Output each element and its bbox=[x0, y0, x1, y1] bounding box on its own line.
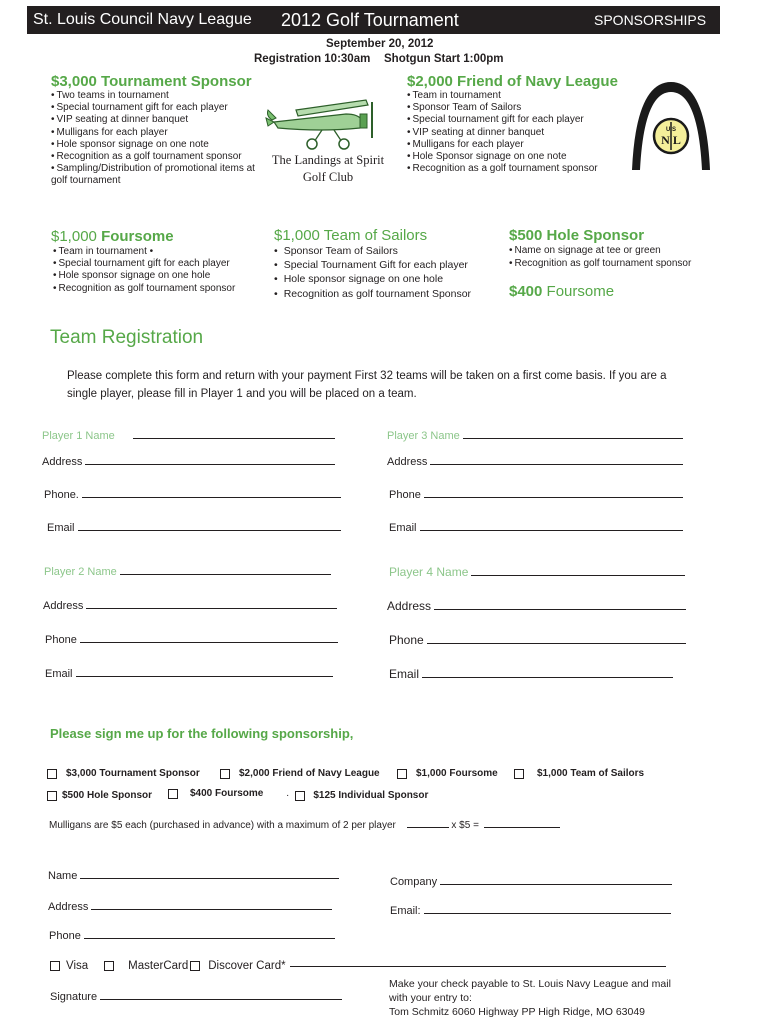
team-registration-title: Team Registration bbox=[50, 327, 204, 348]
benefit-item: • Hole Sponsor signage on one note bbox=[407, 151, 598, 163]
pkg-friend-benefits bbox=[407, 90, 598, 175]
benefit-item: • Special tournament gift for each player bbox=[51, 102, 261, 114]
pkg-hole-title: $500 Hole Sponsor bbox=[509, 227, 645, 244]
benefit-item: • Recognition as a golf tournament sponsor bbox=[407, 163, 598, 175]
player2-address-field[interactable] bbox=[43, 600, 337, 612]
benefit-item: • VIP seating at dinner banquet bbox=[407, 127, 598, 139]
logo-letters: N L bbox=[661, 133, 681, 147]
player3-address-field[interactable] bbox=[387, 456, 683, 468]
pkg-foursome400-amount: $400 bbox=[509, 283, 543, 300]
option-friend-navy-league[interactable] bbox=[220, 768, 380, 779]
option-label: $400 Foursome bbox=[190, 788, 264, 799]
checkbox[interactable] bbox=[514, 769, 524, 779]
player3-name-label: Player 3 Name bbox=[387, 430, 460, 442]
pkg-friend-title: $2,000 Friend of Navy League bbox=[407, 73, 618, 90]
player3-email-field[interactable] bbox=[389, 522, 683, 534]
card-number-blank[interactable] bbox=[290, 965, 666, 967]
mail-line-2: with your entry to: bbox=[389, 992, 472, 1004]
benefit-item: • VIP seating at dinner banquet bbox=[51, 114, 261, 126]
contact-email-field[interactable] bbox=[390, 905, 671, 917]
pkg-foursome-name: Foursome bbox=[101, 228, 174, 245]
mail-line-1: Make your check payable to St. Louis Navy League and mail bbox=[389, 978, 671, 990]
option-foursome-400[interactable] bbox=[168, 788, 263, 799]
mastercard-label: MasterCard bbox=[128, 960, 189, 972]
option-label: $2,000 Friend of Navy League bbox=[239, 768, 380, 779]
benefit-item: • Sponsor Team of Sailors bbox=[407, 102, 598, 114]
contact-name-label: Name bbox=[48, 870, 78, 882]
signature-label: Signature bbox=[50, 991, 98, 1003]
player1-name-label: Player 1 Name bbox=[42, 430, 115, 442]
contact-company-field[interactable] bbox=[390, 876, 672, 888]
org-name: St. Louis Council Navy League bbox=[33, 11, 252, 28]
signature-field[interactable] bbox=[50, 991, 342, 1003]
player2-phone-field[interactable] bbox=[45, 634, 338, 646]
player1-phone-label: Phone. bbox=[44, 489, 79, 501]
benefit-item: • Team in tournament bbox=[407, 90, 598, 102]
benefit-item: • Mulligans for each player bbox=[407, 139, 598, 151]
airplane-illustration bbox=[262, 92, 384, 152]
benefit-item: • Sponsor Team of Sailors bbox=[274, 244, 471, 258]
benefit-item: • Mulligans for each player bbox=[51, 127, 261, 139]
contact-address-label: Address bbox=[48, 901, 89, 913]
mailing-instructions bbox=[389, 977, 671, 1019]
venue-line-1: The Landings at Spirit bbox=[271, 153, 385, 167]
player4-address-label: Address bbox=[387, 599, 432, 613]
sponsorships-label: SPONSORSHIPS bbox=[594, 12, 707, 28]
pkg-foursome400-title bbox=[509, 283, 614, 300]
player3-email-label: Email bbox=[389, 522, 417, 534]
option-label: $500 Hole Sponsor bbox=[62, 790, 153, 801]
benefit-item: • Recognition as golf tournament Sponsor bbox=[274, 287, 471, 301]
contact-name-field[interactable] bbox=[48, 870, 339, 882]
player4-name-label: Player 4 Name bbox=[389, 565, 469, 579]
benefit-item: • Recognition as a golf tournament sponsor bbox=[51, 151, 261, 163]
player4-address-field[interactable] bbox=[387, 599, 686, 613]
player2-phone-label: Phone bbox=[45, 634, 77, 646]
benefit-item: • Team in tournament • bbox=[53, 246, 235, 258]
contact-phone-field[interactable] bbox=[49, 930, 335, 942]
bullet-mark: · bbox=[286, 790, 290, 801]
pkg-foursome-benefits bbox=[53, 246, 235, 295]
checkbox[interactable] bbox=[295, 791, 305, 801]
option-label: $3,000 Tournament Sponsor bbox=[66, 768, 200, 779]
mulligans-row bbox=[49, 820, 560, 831]
tournament-title: 2012 Golf Tournament bbox=[281, 10, 459, 30]
player1-phone-field[interactable] bbox=[44, 489, 341, 501]
contact-email-label: Email: bbox=[390, 905, 421, 917]
benefit-item: • Name on signage at tee or green bbox=[509, 244, 691, 257]
checkbox[interactable] bbox=[220, 769, 230, 779]
option-label: $1,000 Foursome bbox=[416, 768, 498, 779]
visa-label: Visa bbox=[66, 960, 89, 972]
pkg-hole-benefits bbox=[509, 244, 691, 270]
player4-phone-field[interactable] bbox=[389, 633, 686, 647]
benefit-item: • Hole sponsor signage on one hole bbox=[53, 270, 235, 282]
benefit-item: • Hole sponsor signage on one note bbox=[51, 139, 261, 151]
mulligans-text: Mulligans are $5 each (purchased in advance) with a maximum of 2 per player bbox=[49, 820, 396, 831]
pkg-foursome-title bbox=[51, 228, 174, 245]
checkbox[interactable] bbox=[168, 789, 178, 799]
mulligans-qty-blank[interactable] bbox=[407, 826, 449, 828]
mulligans-times: x $5 = bbox=[451, 820, 479, 831]
pkg-sailors-title: $1,000 Team of Sailors bbox=[274, 227, 428, 244]
visa-checkbox[interactable] bbox=[50, 961, 60, 971]
benefit-item: • Two teams in tournament bbox=[51, 90, 261, 102]
venue-name bbox=[266, 152, 390, 186]
player2-name-field[interactable] bbox=[44, 566, 331, 578]
pkg-foursome400-name: Foursome bbox=[546, 283, 615, 300]
player4-email-label: Email bbox=[389, 667, 420, 681]
benefit-item: • Recognition as golf tournament sponsor bbox=[53, 283, 235, 295]
pkg-foursome-amount: $1,000 bbox=[51, 228, 97, 245]
player1-address-field[interactable] bbox=[42, 456, 335, 468]
option-tournament-sponsor[interactable] bbox=[47, 768, 200, 779]
player1-name-field[interactable] bbox=[42, 430, 335, 442]
option-label: $1,000 Team of Sailors bbox=[537, 768, 645, 779]
benefit-item: • Special Tournament Gift for each player bbox=[274, 258, 471, 272]
discover-checkbox[interactable] bbox=[190, 961, 200, 971]
player4-email-field[interactable] bbox=[389, 667, 673, 681]
player1-email-label: Email bbox=[47, 522, 75, 534]
player3-address-label: Address bbox=[387, 456, 428, 468]
player4-name-field[interactable] bbox=[389, 565, 685, 579]
benefit-item: • Sampling/Distribution of promotional items at golf tournament bbox=[51, 163, 261, 187]
navy-league-logo bbox=[626, 78, 716, 172]
checkbox[interactable] bbox=[47, 791, 57, 801]
venue-line-2: Golf Club bbox=[302, 170, 354, 184]
contact-company-label: Company bbox=[390, 876, 438, 888]
discover-label: Discover Card* bbox=[208, 960, 286, 972]
player3-name-field[interactable] bbox=[387, 430, 683, 442]
pkg-tournament-benefits bbox=[51, 90, 261, 188]
player1-address-label: Address bbox=[42, 456, 83, 468]
player2-email-field[interactable] bbox=[45, 668, 333, 680]
contact-address-field[interactable] bbox=[48, 901, 332, 913]
mail-line-3: Tom Schmitz 6060 Highway PP High Ridge, MO 63049 bbox=[389, 1006, 646, 1018]
player2-name-label: Player 2 Name bbox=[44, 566, 117, 578]
contact-phone-label: Phone bbox=[49, 930, 81, 942]
event-date: September 20, 2012 bbox=[326, 38, 434, 50]
option-label: $125 Individual Sponsor bbox=[313, 790, 429, 801]
benefit-item: • Hole sponsor signage on one hole bbox=[274, 272, 471, 286]
registration-intro: Please complete this form and return with your payment First 32 teams will be taken on a first come basis. If you are a single player, please fill in Player 1 and you will be placed on a team. bbox=[67, 370, 667, 400]
signup-title: Please sign me up for the following sponsorship, bbox=[50, 726, 354, 741]
option-team-of-sailors[interactable] bbox=[514, 768, 644, 779]
registration-time: Registration 10:30am bbox=[254, 53, 371, 65]
mastercard-checkbox[interactable] bbox=[104, 961, 114, 971]
option-individual-sponsor[interactable] bbox=[286, 790, 428, 801]
checkbox[interactable] bbox=[397, 769, 407, 779]
option-foursome[interactable] bbox=[397, 768, 498, 779]
benefit-item: • Special tournament gift for each player bbox=[407, 114, 598, 126]
player4-phone-label: Phone bbox=[389, 633, 424, 647]
player2-address-label: Address bbox=[43, 600, 84, 612]
pkg-sailors-benefits bbox=[274, 244, 471, 301]
player1-email-field[interactable] bbox=[47, 522, 341, 534]
payment-row bbox=[50, 960, 666, 972]
shotgun-start: Shotgun Start 1:00pm bbox=[384, 53, 504, 65]
player3-phone-field[interactable] bbox=[389, 489, 683, 501]
option-hole-sponsor[interactable] bbox=[47, 790, 152, 801]
benefit-item: • Special tournament gift for each player bbox=[53, 258, 235, 270]
mulligans-total-blank[interactable] bbox=[484, 826, 560, 828]
pkg-tournament-title: $3,000 Tournament Sponsor bbox=[51, 73, 252, 90]
checkbox[interactable] bbox=[47, 769, 57, 779]
player3-phone-label: Phone bbox=[389, 489, 421, 501]
player2-email-label: Email bbox=[45, 668, 73, 680]
benefit-item: • Recognition as golf tournament sponsor bbox=[509, 257, 691, 270]
logo-top-text: U S bbox=[665, 127, 677, 133]
